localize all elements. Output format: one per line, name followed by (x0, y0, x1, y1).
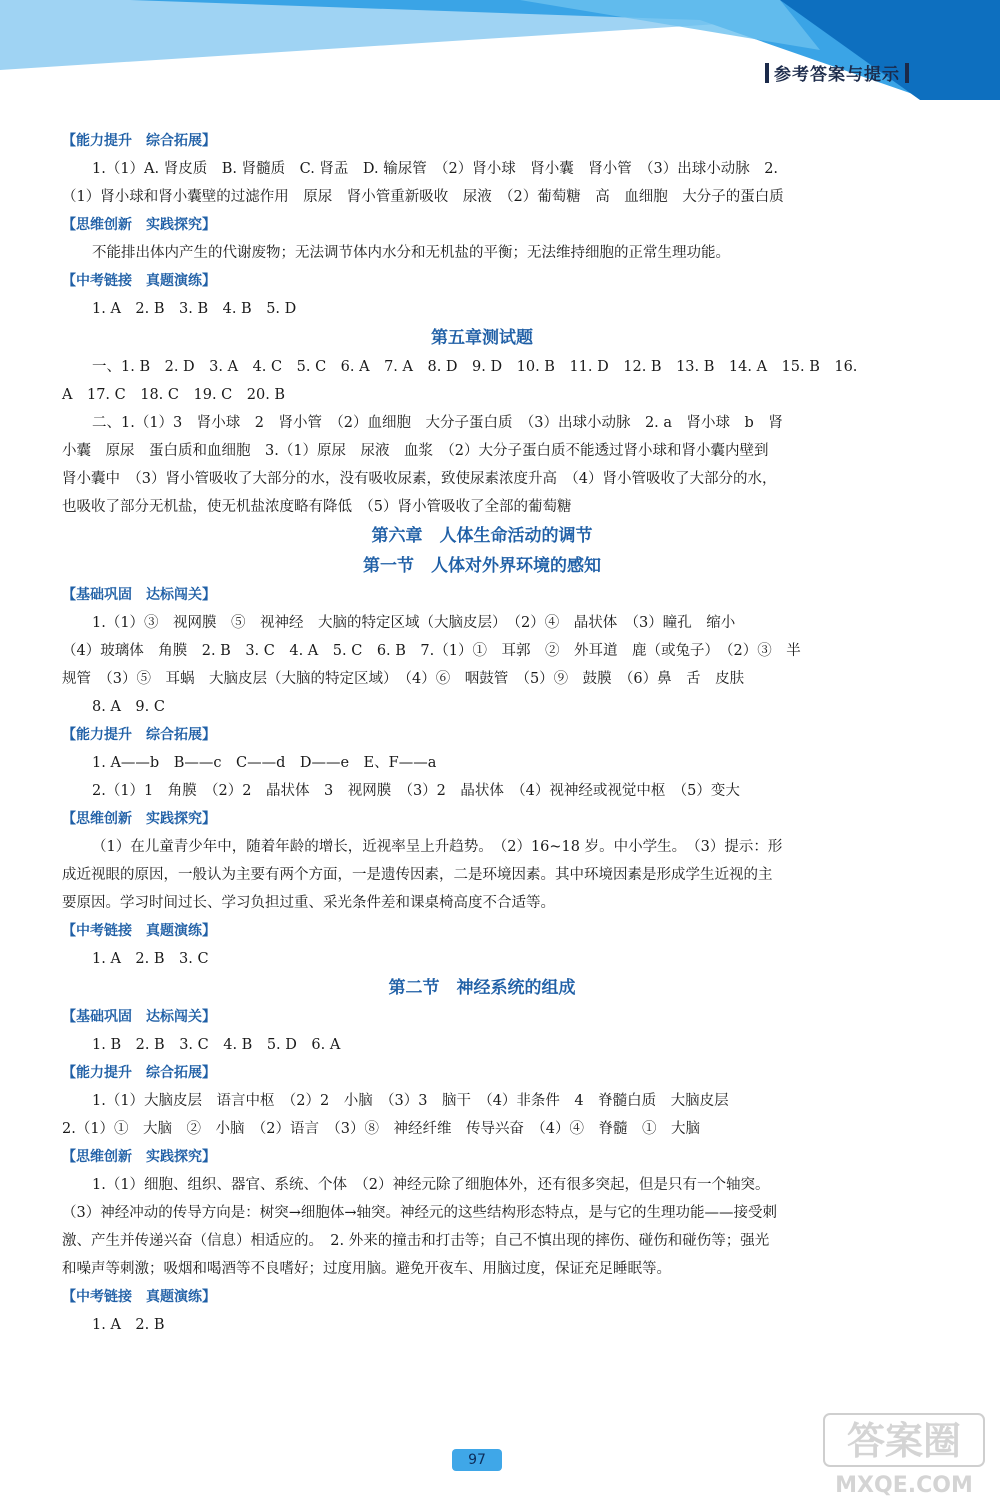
answer-line: 8. A 9. C (92, 699, 165, 715)
section-title: 第六章 人体生命活动的调节 (371, 526, 593, 546)
answer-content (62, 127, 902, 1339)
answer-line: 不能排出体内产生的代谢废物；无法调节体内水分和无机盐的平衡；无法维持细胞的正常生理功能。 (92, 245, 730, 261)
answer-line: （3）神经冲动的传导方向是：树突→细胞体→轴突。神经元的这些结构形态特点，是与它的生理功能——接受刺 (62, 1205, 778, 1221)
header-label-text: 参考答案与提示 (774, 65, 900, 85)
header-label (760, 60, 914, 85)
answer-line: 也吸收了部分无机盐，使无机盐浓度略有降低 （5）肾小管吸收了全部的葡萄糖 (62, 499, 572, 515)
section-tag: 【中考链接 真题演练】 (62, 1289, 216, 1305)
watermark-logo (820, 1412, 990, 1500)
answer-line: 1. B 2. B 3. C 4. B 5. D 6. A (92, 1037, 341, 1053)
answer-line: 1.（1）A. 肾皮质 B. 肾髓质 C. 肾盂 D. 输尿管 （2）肾小球 肾小囊 肾小管 （3）出球小动脉 2. (92, 161, 779, 177)
answer-line: 2.（1）1 角膜 （2）2 晶状体 3 视网膜 （3）2 晶状体 （4）视神经或视觉中枢 （5）变大 (92, 783, 740, 799)
answer-line: 1. A 2. B 3. B 4. B 5. D (92, 301, 297, 317)
answer-line: （1）肾小球和肾小囊壁的过滤作用 原尿 肾小管重新吸收 尿液 （2）葡萄糖 高 血细胞 大分子的蛋白质 (62, 189, 784, 205)
answer-line: A 17. C 18. C 19. C 20. B (62, 387, 286, 403)
answer-line: 小囊 原尿 蛋白质和血细胞 3.（1）原尿 尿液 血浆 （2）大分子蛋白质不能透过肾小球和肾小囊内壁到 (62, 443, 769, 459)
section-tag: 【能力提升 综合拓展】 (62, 1065, 216, 1081)
section-tag: 【基础巩固 达标闯关】 (62, 587, 216, 603)
section-tag: 【思维创新 实践探究】 (62, 811, 216, 827)
header-bar-right (905, 63, 909, 83)
section-tag: 【思维创新 实践探究】 (62, 1149, 216, 1165)
answer-line: 1.（1）③ 视网膜 ⑤ 视神经 大脑的特定区域（大脑皮层） （2）④ 晶状体 （3）瞳孔 缩小 (92, 615, 736, 631)
answer-line: （4）玻璃体 角膜 2. B 3. C 4. A 5. C 6. B 7.（1）① 耳郭 ② 外耳道 鹿（或兔子） （2）③ 半 (62, 643, 801, 659)
answer-line: 规管 （3）⑤ 耳蜗 大脑皮层（大脑的特定区域） （4）⑥ 咽鼓管 （5）⑨ 鼓膜 （6）鼻 舌 皮肤 (62, 671, 745, 687)
answer-line: 一、1. B 2. D 3. A 4. C 5. C 6. A 7. A 8. D 9. D 10. B 11. D 12. B 13. B 14. A 15. B 16. (92, 359, 858, 375)
answer-line: （1）在儿童青少年中，随着年龄的增长，近视率呈上升趋势。 （2）16~18 岁。中小学生。 （3）提示：形 (92, 839, 783, 855)
answer-line: 和噪声等刺激；吸烟和喝酒等不良嗜好；过度用脑。避免开夜车、用脑过度，保证充足睡眠等。 (62, 1261, 671, 1277)
answer-line: 要原因。学习时间过长、学习负担过重、采光条件差和课桌椅高度不合适等。 (62, 895, 555, 911)
section-tag: 【思维创新 实践探究】 (62, 217, 216, 233)
page-number: 97 (452, 1449, 502, 1471)
answer-line: 1. A 2. B 3. C (92, 951, 209, 967)
watermark-url: MXQE.COM (835, 1473, 973, 1498)
answer-line: 1.（1）细胞、组织、器官、系统、个体 （2）神经元除了细胞体外，还有很多突起，但是只有一个轴突。 (92, 1177, 770, 1193)
section-tag: 【能力提升 综合拓展】 (62, 727, 216, 743)
answer-line: 激、产生并传递兴奋（信息）相适应的。 2. 外来的撞击和打击等；自己不慎出现的摔伤、碰伤和碰伤等；强光 (62, 1233, 770, 1249)
answer-line: 1. A——b B——c C——d D——e E、F——a (92, 755, 437, 771)
section-title: 第五章测试题 (431, 328, 533, 348)
answer-line: 成近视眼的原因，一般认为主要有两个方面，一是遗传因素，二是环境因素。其中环境因素是形成学生近视的主 (62, 867, 773, 883)
section-title: 第一节 人体对外界环境的感知 (363, 556, 601, 576)
answer-line: 肾小囊中 （3）肾小管吸收了大部分的水，没有吸收尿素，致使尿素浓度升高 （4）肾小管吸收了大部分的水， (62, 471, 777, 487)
answer-line: 1. A 2. B (92, 1317, 165, 1333)
section-tag: 【中考链接 真题演练】 (62, 923, 216, 939)
section-tag: 【能力提升 综合拓展】 (62, 133, 216, 149)
answer-line: 二、1.（1）3 肾小球 2 肾小管 （2）血细胞 大分子蛋白质 （3）出球小动脉 2. a 肾小球 b 肾 (92, 415, 783, 431)
answer-line: 1.（1）大脑皮层 语言中枢 （2）2 小脑 （3）3 脑干 （4）非条件 4 脊髓白质 大脑皮层 (92, 1093, 729, 1109)
section-title: 第二节 神经系统的组成 (388, 978, 576, 998)
watermark-text: 答案圈 (846, 1419, 962, 1463)
header-banner (0, 0, 1000, 100)
answer-line: 2.（1）① 大脑 ② 小脑 （2）语言 （3）⑧ 神经纤维 传导兴奋 （4）④ 脊髓 ① 大脑 (62, 1121, 700, 1137)
header-bar-left (765, 63, 769, 83)
section-tag: 【基础巩固 达标闯关】 (62, 1009, 216, 1025)
section-tag: 【中考链接 真题演练】 (62, 273, 216, 289)
